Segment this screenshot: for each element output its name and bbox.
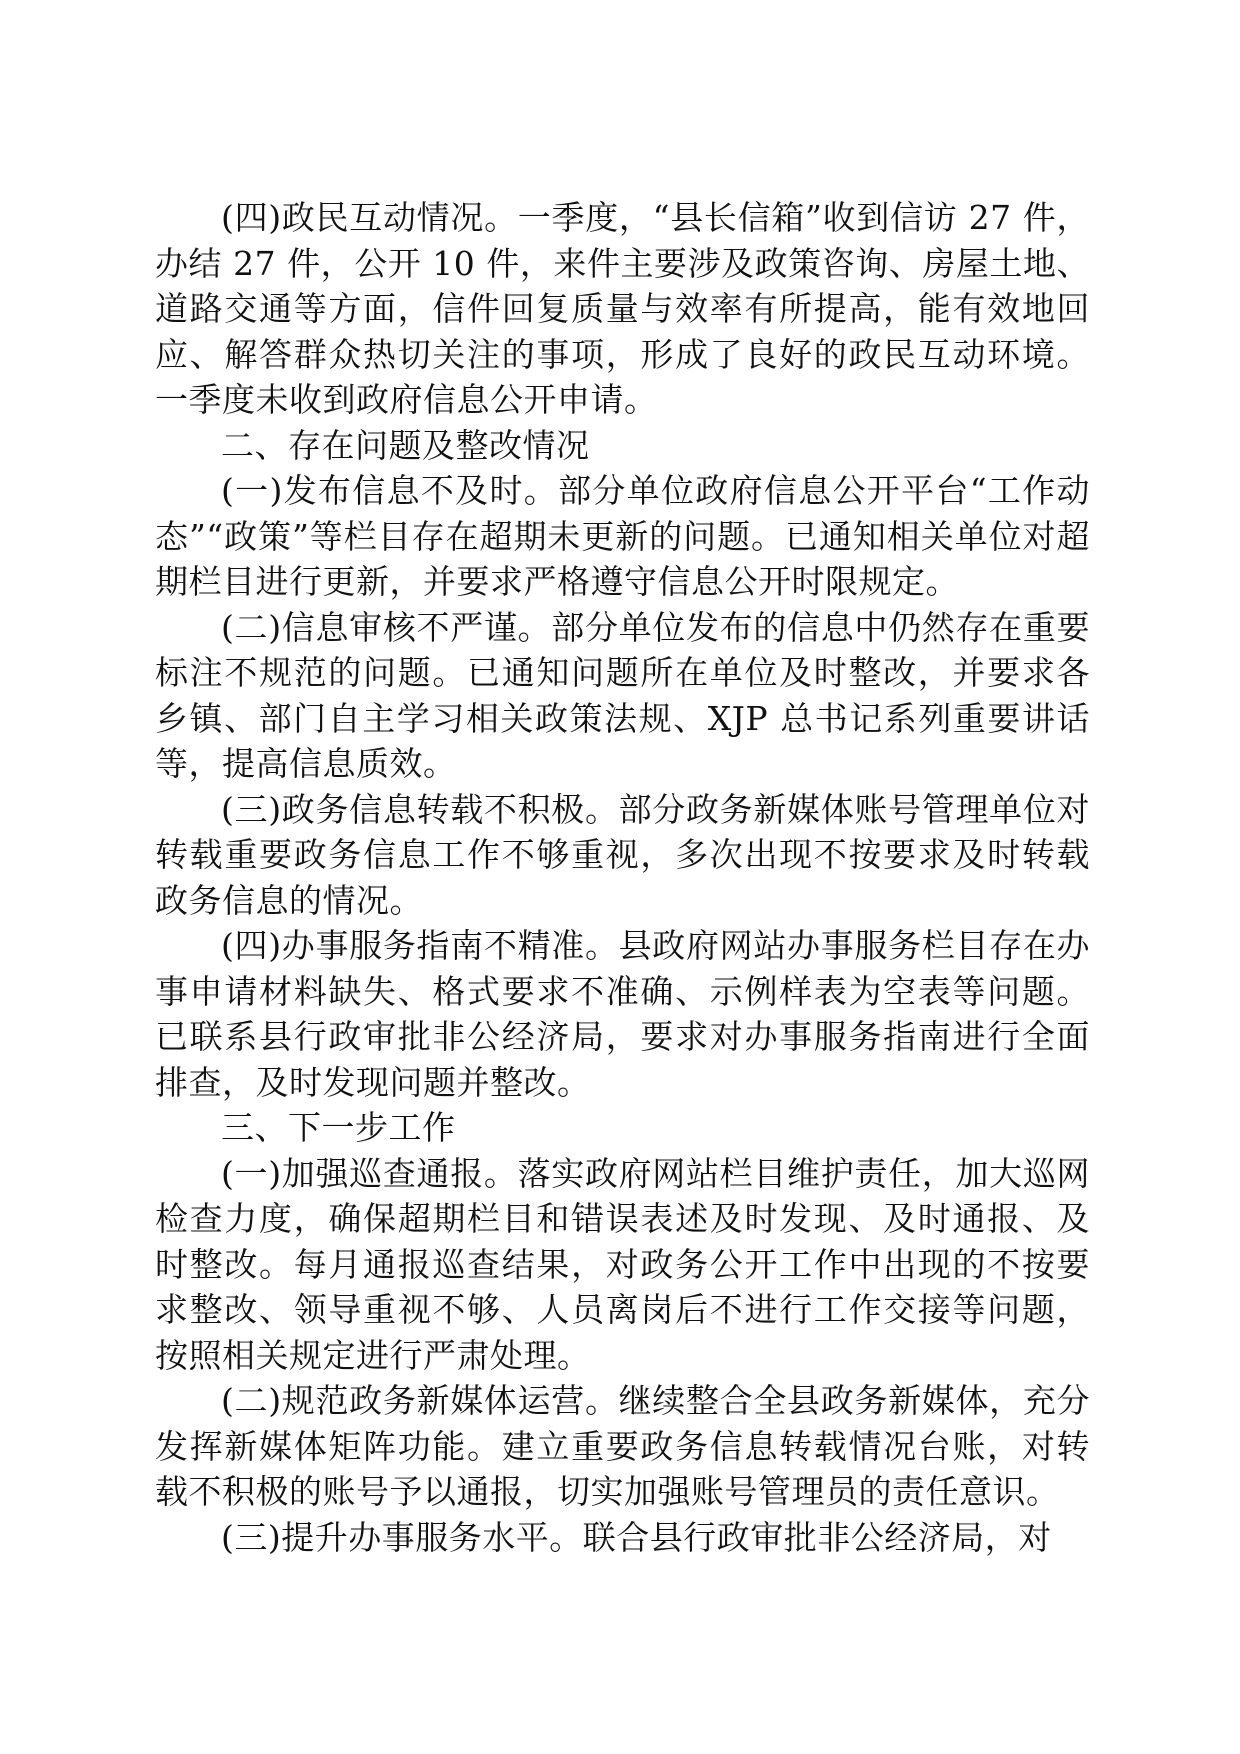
paragraph-next-step-3: (三)提升办事服务水平。联合县行政审批非公经济局，对	[221, 1517, 1052, 1557]
paragraph-next-step-1: (一)加强巡查通报。落实政府网站栏目维护责任，加大巡网检查力度，确保超期栏目和错误表述及时发现、及时通报、及时整改。每月通报巡查结果，对政务公开工作中出现的不按要求整改、领导重视不够、人员离岗后不进行工作交接等问题，按照相关规定进行严肃处理。	[155, 1153, 1090, 1375]
document-body	[155, 195, 1090, 1560]
paragraph-problem-4: (四)办事服务指南不精准。县政府网站办事服务栏目存在办事申请材料缺失、格式要求不准确、示例样表为空表等问题。已联系县行政审批非公经济局，要求对办事服务指南进行全面排查，及时发现问题并整改。	[155, 926, 1090, 1102]
paragraph-problem-1: (一)发布信息不及时。部分单位政府信息公开平台“工作动态”“政策”等栏目存在超期未更新的问题。已通知相关单位对超期栏目进行更新，并要求严格遵守信息公开时限规定。	[155, 471, 1090, 601]
paragraph-next-step-2: (二)规范政务新媒体运营。继续整合全县政务新媒体，充分发挥新媒体矩阵功能。建立重要政务信息转载情况台账，对转载不积极的账号予以通报，切实加强账号管理员的责任意识。	[155, 1381, 1090, 1511]
section-heading-problems: 二、存在问题及整改情况	[221, 425, 590, 465]
section-heading-next-steps: 三、下一步工作	[221, 1108, 456, 1147]
paragraph-interaction-status: (四)政民互动情况。一季度，“县长信箱”收到信访 27 件，办结 27 件，公开 10 件，来件主要涉及政策咨询、房屋土地、道路交通等方面，信件回复质量与效率有所提高，能有效地回应、解答群众热切关注的事项，形成了良好的政民互动环境。一季度未收到政府信息公开申请。	[155, 198, 1090, 419]
paragraph-problem-3: (三)政务信息转载不积极。部分政务新媒体账号管理单位对转载重要政务信息工作不够重视，多次出现不按要求及时转载政务信息的情况。	[155, 789, 1090, 920]
paragraph-problem-2: (二)信息审核不严谨。部分单位发布的信息中仍然存在重要标注不规范的问题。已通知问题所在单位及时整改，并要求各乡镇、部门自主学习相关政策法规、XJP 总书记系列重要讲话等，提高信息质效。	[155, 607, 1090, 783]
